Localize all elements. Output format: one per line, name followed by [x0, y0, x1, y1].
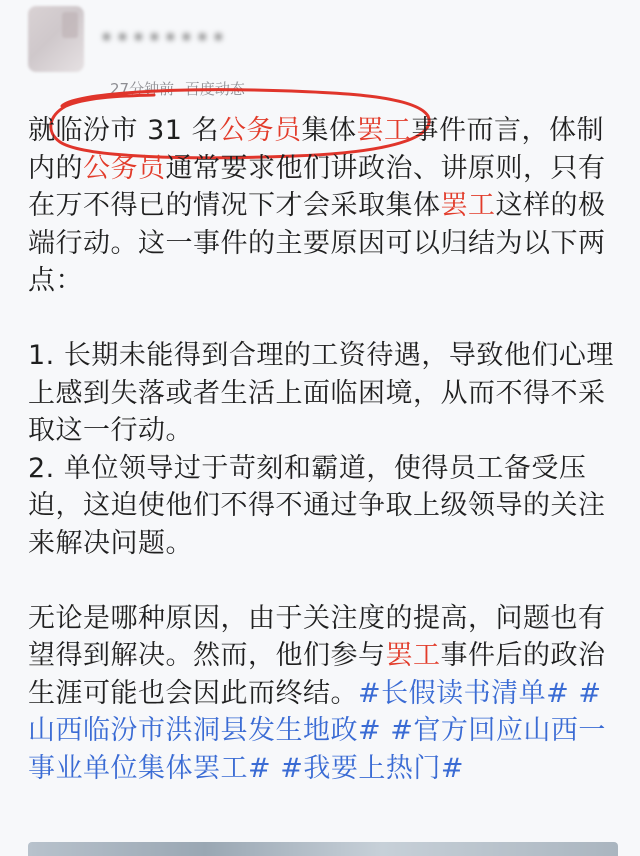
- body-text: [381, 715, 390, 746]
- body-text: 这样的极端行动。这一事件的主要原因可以归结为以下两点：: [28, 190, 606, 296]
- reason-1: 1. 长期未能得到合理的工资待遇，导致他们心理上感到失落或者生活上面临困境，从而不得不采取这一行动。: [28, 340, 614, 446]
- post-time: 27分钟前: [110, 80, 175, 98]
- hashtag-link[interactable]: #山西临汾市洪洞县发生地政#: [28, 677, 602, 746]
- next-content-preview: [28, 842, 618, 856]
- paragraph-conclusion: [28, 600, 618, 788]
- post-source[interactable]: 百度动态: [184, 80, 245, 98]
- paragraph-intro: [28, 112, 618, 300]
- highlighted-keyword: 公务员: [83, 152, 166, 184]
- body-text: 事件而言，体制内的: [28, 115, 605, 184]
- body-text: 事件后的政治生涯可能也会因此而终结。: [28, 640, 606, 709]
- highlighted-keyword: 罢工: [385, 640, 441, 671]
- body-text: 就临汾市 31 名: [28, 115, 220, 146]
- body-text: 无论是哪种原因，由于关注度的提高，问题也有望得到解决。然而，他们参与: [28, 602, 606, 671]
- post-meta: [110, 78, 245, 99]
- highlighted-keyword: 罢工: [356, 115, 412, 146]
- reason-2: 2. 单位领导过于苛刻和霸道，使得员工备受压迫，这迫使他们不得不通过争取上级领导的关注来解决问题。: [28, 452, 606, 559]
- highlighted-keyword: 罢工: [440, 190, 496, 221]
- hashtag-link[interactable]: #官方回应山西一事业单位集体罢工#: [28, 715, 606, 784]
- body-text: 通常要求他们讲政治、讲原则，只有在万不得已的情况下才会采取集体: [28, 152, 606, 221]
- avatar[interactable]: [28, 6, 84, 72]
- highlighted-keyword: 公务员: [219, 115, 302, 146]
- body-text: [569, 678, 578, 709]
- hashtag-link[interactable]: #长假读书清单#: [358, 677, 570, 709]
- hashtag-link[interactable]: #我要上热门#: [280, 752, 464, 784]
- post-body: [28, 112, 618, 787]
- body-text: 集体: [301, 115, 357, 146]
- author-name[interactable]: ••••••••: [100, 26, 228, 51]
- body-text: [271, 753, 280, 784]
